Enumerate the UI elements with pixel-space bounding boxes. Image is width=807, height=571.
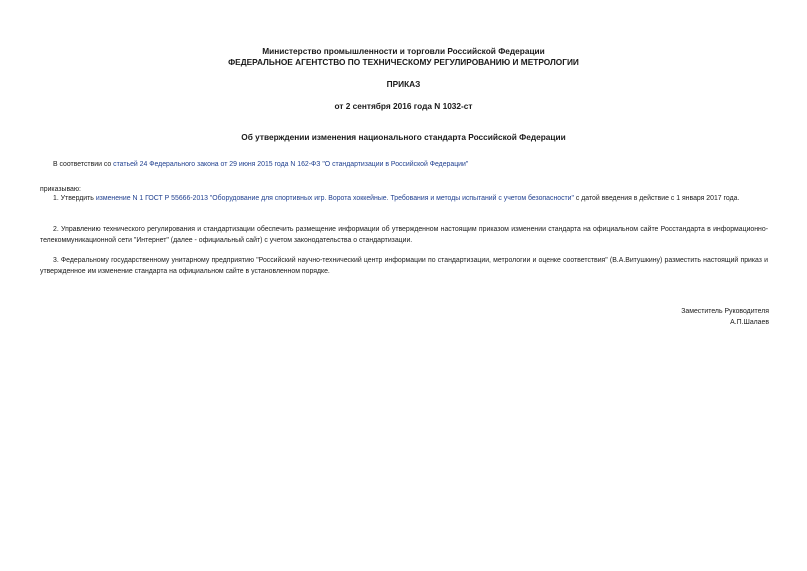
legal-basis-prefix: В соответствии со bbox=[53, 161, 114, 168]
legal-basis-paragraph bbox=[40, 160, 768, 171]
item1-suffix: с датой введения в действие с 1 января 2017 года. bbox=[573, 195, 740, 202]
document-title: Об утверждении изменения национального стандарта Российской Федерации bbox=[241, 132, 566, 142]
document-type: ПРИКАЗ bbox=[386, 79, 421, 89]
federal-law-link[interactable]: статьей 24 Федерального закона от 29 июня 2015 года N 162-ФЗ "О стандартизации в Российской Федерации" bbox=[113, 161, 469, 168]
signatory-name: А.П.Шалаев bbox=[730, 319, 769, 326]
standard-amendment-link[interactable]: изменение N 1 ГОСТ Р 55666-2013 "Оборудование для спортивных игр. Ворота хоккейные. Требования и методы испытаний с учетом безопасности" bbox=[95, 195, 574, 202]
document-date-number: от 2 сентября 2016 года N 1032-ст bbox=[334, 101, 473, 111]
order-item-3: 3. Федеральному государственному унитарному предприятию "Российский научно-технический центр информации по стандартизации, метрологии и оценке соответствия" (В.А.Витушкину) разместить настоящий приказ и утвержденное им изменение стандарта на официальном сайте в установленном порядке. bbox=[40, 257, 768, 275]
ministry-heading: Министерство промышленности и торговли Российской Федерации bbox=[262, 46, 545, 56]
signatory-position: Заместитель Руководителя bbox=[681, 308, 769, 315]
orders-word: приказываю: bbox=[40, 186, 81, 193]
item1-prefix: 1. Утвердить bbox=[53, 195, 96, 202]
agency-heading: ФЕДЕРАЛЬНОЕ АГЕНТСТВО ПО ТЕХНИЧЕСКОМУ РЕГУЛИРОВАНИЮ И МЕТРОЛОГИИ bbox=[228, 57, 579, 67]
order-item-2: 2. Управлению технического регулирования и стандартизации обеспечить размещение информации об утвержденном настоящим приказом изменении стандарта на официальном сайте Росстандарта в информационно-телекоммуникационной сети "Интернет" (далее - официальный сайт) с учетом законодательства о стандартизации. bbox=[40, 226, 768, 244]
order-item-1 bbox=[40, 194, 768, 205]
